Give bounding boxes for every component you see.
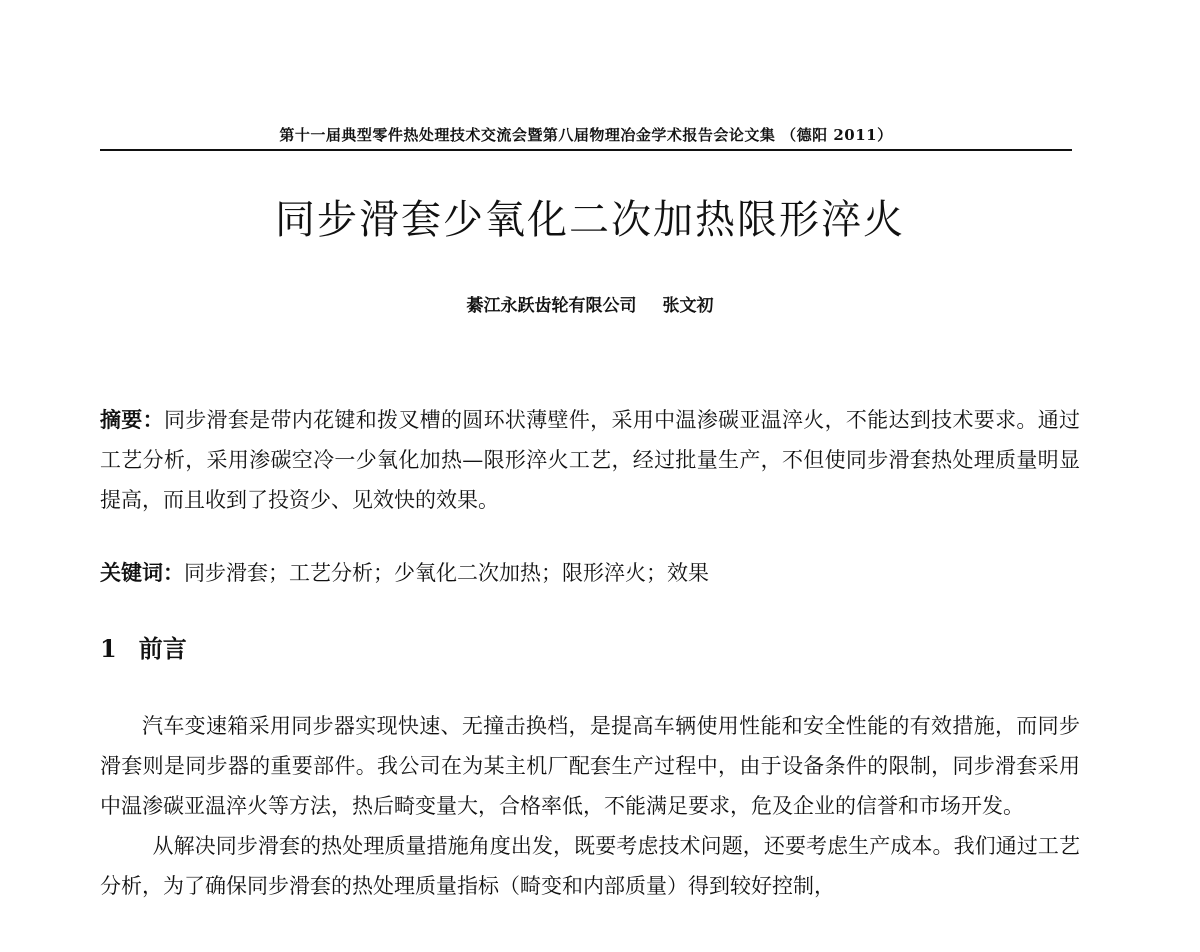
body-paragraph: 从解决同步滑套的热处理质量措施角度出发，既要考虑技术问题，还要考虑生产成本。我们通过工艺分析，为了确保同步滑套的热处理质量指标（畸变和内部质量）得到较好控制， bbox=[100, 834, 1080, 898]
keywords bbox=[100, 555, 1080, 591]
section-title: 前言 bbox=[138, 634, 187, 663]
section-body bbox=[100, 706, 1080, 906]
author-name: 张文初 bbox=[662, 296, 714, 316]
paper-title: 同步滑套少氧化二次加热限形淬火 bbox=[275, 197, 905, 243]
abstract-text: 同步滑套是带内花键和拨叉槽的圆环状薄壁件，采用中温渗碳亚温淬火，不能达到技术要求。通过工艺分析，采用渗碳空冷一少氧化加热—限形淬火工艺，经过批量生产，不但使同步滑套热处理质量明显提高，而且收到了投资少、见效快的效果。 bbox=[100, 408, 1081, 512]
abstract bbox=[100, 400, 1080, 520]
body-paragraph: 汽车变速箱采用同步器实现快速、无撞击换档，是提高车辆使用性能和安全性能的有效措施，而同步滑套则是同步器的重要部件。我公司在为某主机厂配套生产过程中，由于设备条件的限制，同步滑套采用中温渗碳亚温淬火等方法，热后畸变量大，合格率低，不能满足要求，危及企业的信誉和市场开发。 bbox=[100, 714, 1080, 818]
keywords-label: 关键词： bbox=[100, 560, 184, 585]
section-number: 1 bbox=[100, 634, 117, 663]
keywords-text: 同步滑套；工艺分析；少氧化二次加热；限形淬火；效果 bbox=[184, 561, 709, 585]
running-header: 第十一届典型零件热处理技术交流会暨第八届物理冶金学术报告会论文集 （德阳 2011） bbox=[279, 126, 893, 144]
affiliation: 綦江永跃齿轮有限公司 bbox=[466, 296, 637, 316]
section-heading bbox=[100, 629, 187, 669]
abstract-label: 摘要： bbox=[100, 407, 164, 432]
header-rule bbox=[100, 149, 1072, 151]
byline bbox=[100, 291, 1080, 316]
